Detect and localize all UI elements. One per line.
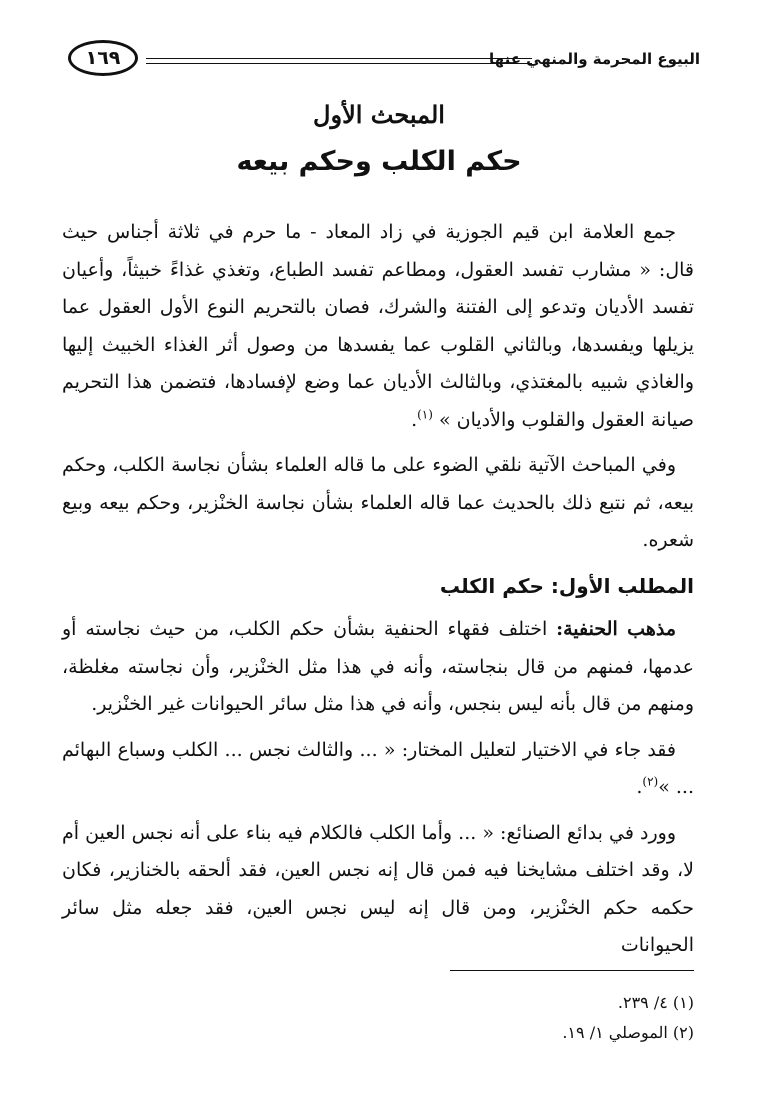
- subheading: المطلب الأول: حكم الكلب: [439, 573, 694, 598]
- page-number-badge: [68, 40, 138, 76]
- footnote-2: (٢) الموصلي ١/ ١٩.: [562, 1023, 694, 1042]
- header-rule-bottom: [146, 63, 532, 64]
- paragraph-intro: [62, 214, 694, 439]
- footnote-ref-2: (٢): [642, 774, 659, 789]
- paragraph-intro-end: .: [411, 408, 418, 431]
- running-title: البيوع المحرمة والمنهي عنها: [489, 50, 700, 68]
- footnote-ref-1: (١): [417, 407, 433, 422]
- paragraph-ikhtiyar-text: فقد جاء في الاختيار لتعليل المختار: « ... والثالث نجس ... الكلب وسباع البهائم ... »: [62, 738, 694, 798]
- paragraph-hanafi-text: اختلف فقهاء الحنفية بشأن حكم الكلب، من حيث نجاسته أو عدمها، فمنهم من قال بنجاسته، وأنه في هذا مثل الخنْزير، وأن نجاسته مغلظة، ومنهم من قال بأنه ليس بنجس، وأنه في هذا مثل سائر الحيوانات غير الخنْزير.: [62, 618, 694, 715]
- section-label: المبحث الأول: [313, 100, 445, 129]
- paragraph-ikhtiyar-end: .: [636, 776, 643, 798]
- paragraph-hanafi: [62, 611, 694, 724]
- paragraph-overview: وفي المباحث الآتية نلقي الضوء على ما قاله العلماء بشأن نجاسة الكلب، وحكم بيعه، ثم نتبع ذلك بالحديث عما قاله العلماء بشأن نجاسة الخنْزير، وحكم بيعه وبيع شعره.: [62, 454, 694, 551]
- paragraph-ikhtiyar: [62, 732, 694, 807]
- header-rule-top: [146, 58, 532, 59]
- body-text: [62, 214, 694, 973]
- paragraph-badai: وورد في بدائع الصنائع: « ... وأما الكلب فالكلام فيه بناء على أنه نجس العين أم لا، وقد اختلف مشايخنا فيه فمن قال إنه نجس العين، فقد ألحقه بالخنازير، فكان حكمه حكم الخنْزير، ومن قال إنه ليس نجس العين، فقد جعله مثل سائر الحيوانات: [62, 821, 694, 956]
- footnote-rule: [450, 970, 694, 971]
- chapter-title: حكم الكلب وحكم بيعه: [236, 146, 522, 177]
- footnotes: [62, 988, 694, 1048]
- footnote-1: (١) ٤/ ٢٣٩.: [617, 993, 694, 1012]
- page-number: ١٦٩: [85, 47, 121, 69]
- paragraph-intro-text: جمع العلامة ابن قيم الجوزية في زاد المعاد - ما حرم في ثلاثة أجناس حيث قال: « مشارب تفسد العقول، ومطاعم تفسد الطباع، وتغذي غذاءً خبيثاً، وأعيان تفسد الأديان وتدعو إلى الفتنة والشرك، فصان بالتحريم النوع الأول العقول عما يزيلها ويفسدها، وبالثاني القلوب عما يفسدها من وصول أثر الغذاء الخبيث إليها والغاذي شبيه بالمغتذي، وبالثالث الأديان عما وضع لإفسادها، فتضمن هذا التحريم صيانة العقول والقلوب والأديان »: [62, 221, 694, 431]
- paragraph-hanafi-lead: مذهب الحنفية:: [556, 618, 676, 640]
- page-header: [68, 38, 700, 88]
